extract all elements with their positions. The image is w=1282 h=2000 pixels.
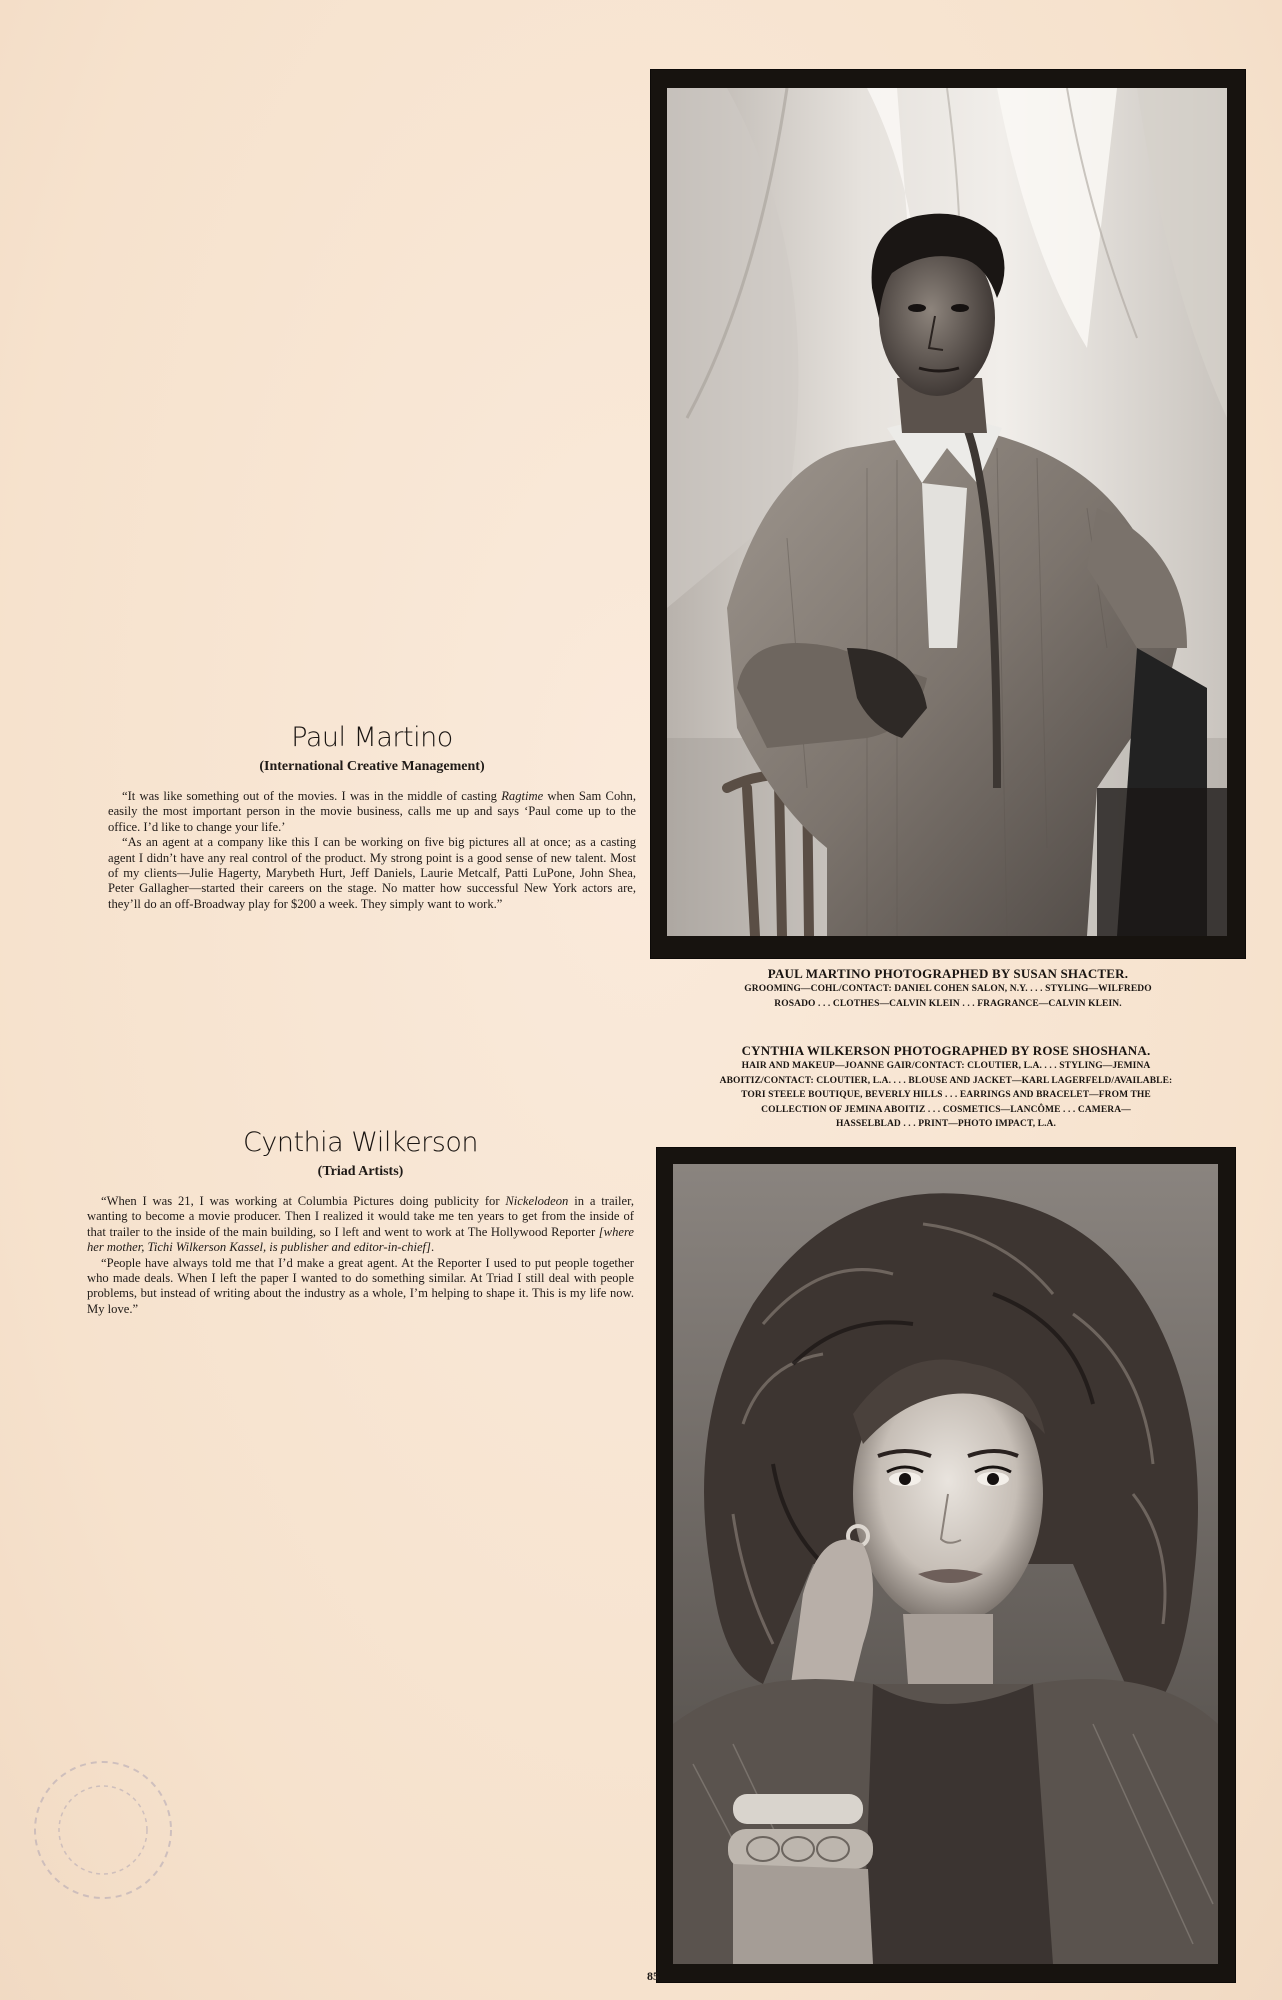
paul-martino-affiliation: (International Creative Management) [259, 759, 485, 774]
credit-line: ROSADO . . . CLOTHES—CALVIN KLEIN . . . FRAGRANCE—CALVIN KLEIN. [774, 998, 1122, 1009]
credit-line: HASSELBLAD . . . PRINT—PHOTO IMPACT, L.A. [836, 1119, 1056, 1129]
paul-martino-name: Paul Martino [291, 722, 453, 753]
credit-line: TORI STEELE BOUTIQUE, BEVERLY HILLS . . . EARRINGS AND BRACELET—FROM THE [741, 1090, 1151, 1100]
credit-line: GROOMING—COHL/CONTACT: DANIEL COHEN SALON, N.Y. . . . STYLING—WILFREDO [744, 984, 1152, 994]
paul-martino-photo [651, 70, 1245, 958]
credit-line: ABOITIZ/CONTACT: CLOUTIER, L.A. . . . BLOUSE AND JACKET—KARL LAGERFELD/AVAILABLE: [719, 1075, 1173, 1086]
cynthia-wilkerson-affiliation: (Triad Artists) [317, 1164, 404, 1179]
credit-line: COLLECTION OF JEMINA ABOITIZ . . . COSMETICS—LANCÔME . . . CAMERA— [761, 1104, 1131, 1115]
credit-line: HAIR AND MAKEUP—JOANNE GAIR/CONTACT: CLOUTIER, L.A. . . . STYLING—JEMINA [741, 1061, 1151, 1071]
cynthia-wilkerson-article [87, 1127, 634, 1317]
cynthia-wilkerson-photo [657, 1148, 1235, 1982]
paul-martino-article [108, 722, 636, 912]
paragraph: “It was like something out of the movies. I was in the middle of casting Ragtime when Sam Cohn, easily the most important person in the movie business, calls me up and says ‘Paul come up to the office. I’d like to change your life.’ [108, 789, 636, 834]
paragraph: “When I was 21, I was working at Columbia Pictures doing publicity for Nickelodeon in a trailer, wanting to become a movie producer. Then I realized it would take me ten years to get from the inside of that trailer to the inside of the main building, so I left and went to work at The Hollywood Reporter [where her mother, Tichi Wilkerson Kassel, is publisher and editor-in-chief]. [87, 1194, 634, 1255]
paragraph: “People have always told me that I’d make a great agent. At the Reporter I used to put people together who made deals. When I left the paper I wanted to do something similar. At Triad I still deal with people problems, but instead of writing about the industry as a whole, I’m helping to shape it. This is my life now. My love.” [87, 1255, 634, 1316]
cynthia-wilkerson-quote [87, 1194, 634, 1317]
photo-credit-title: CYNTHIA WILKERSON PHOTOGRAPHED BY ROSE SHOSHANA. [741, 1043, 1151, 1058]
paul-martino-photo-credit [651, 966, 1245, 1011]
photo-credit-title: PAUL MARTINO PHOTOGRAPHED BY SUSAN SHACTER. [767, 966, 1129, 981]
cynthia-wilkerson-photo-credit [657, 1043, 1235, 1132]
library-stamp-mark [28, 1755, 178, 1905]
cynthia-wilkerson-name: Cynthia Wilkerson [243, 1127, 478, 1158]
page-number: 85 [647, 1969, 659, 1983]
paragraph: “As an agent at a company like this I can be working on five big pictures all at once; as a casting agent I didn’t have any real control of the product. My strong point is a good sense of new talent. Most of my clients—Julie Hagerty, Marybeth Hurt, Jeff Daniels, Laurie Metcalf, Patti LuPone, John Shea, Peter Gallagher—started their careers on the stage. No matter how successful New York actors are, they’ll do an off-Broadway play for $200 a week. They simply want to work.” [108, 835, 636, 911]
paul-martino-quote [108, 789, 636, 912]
